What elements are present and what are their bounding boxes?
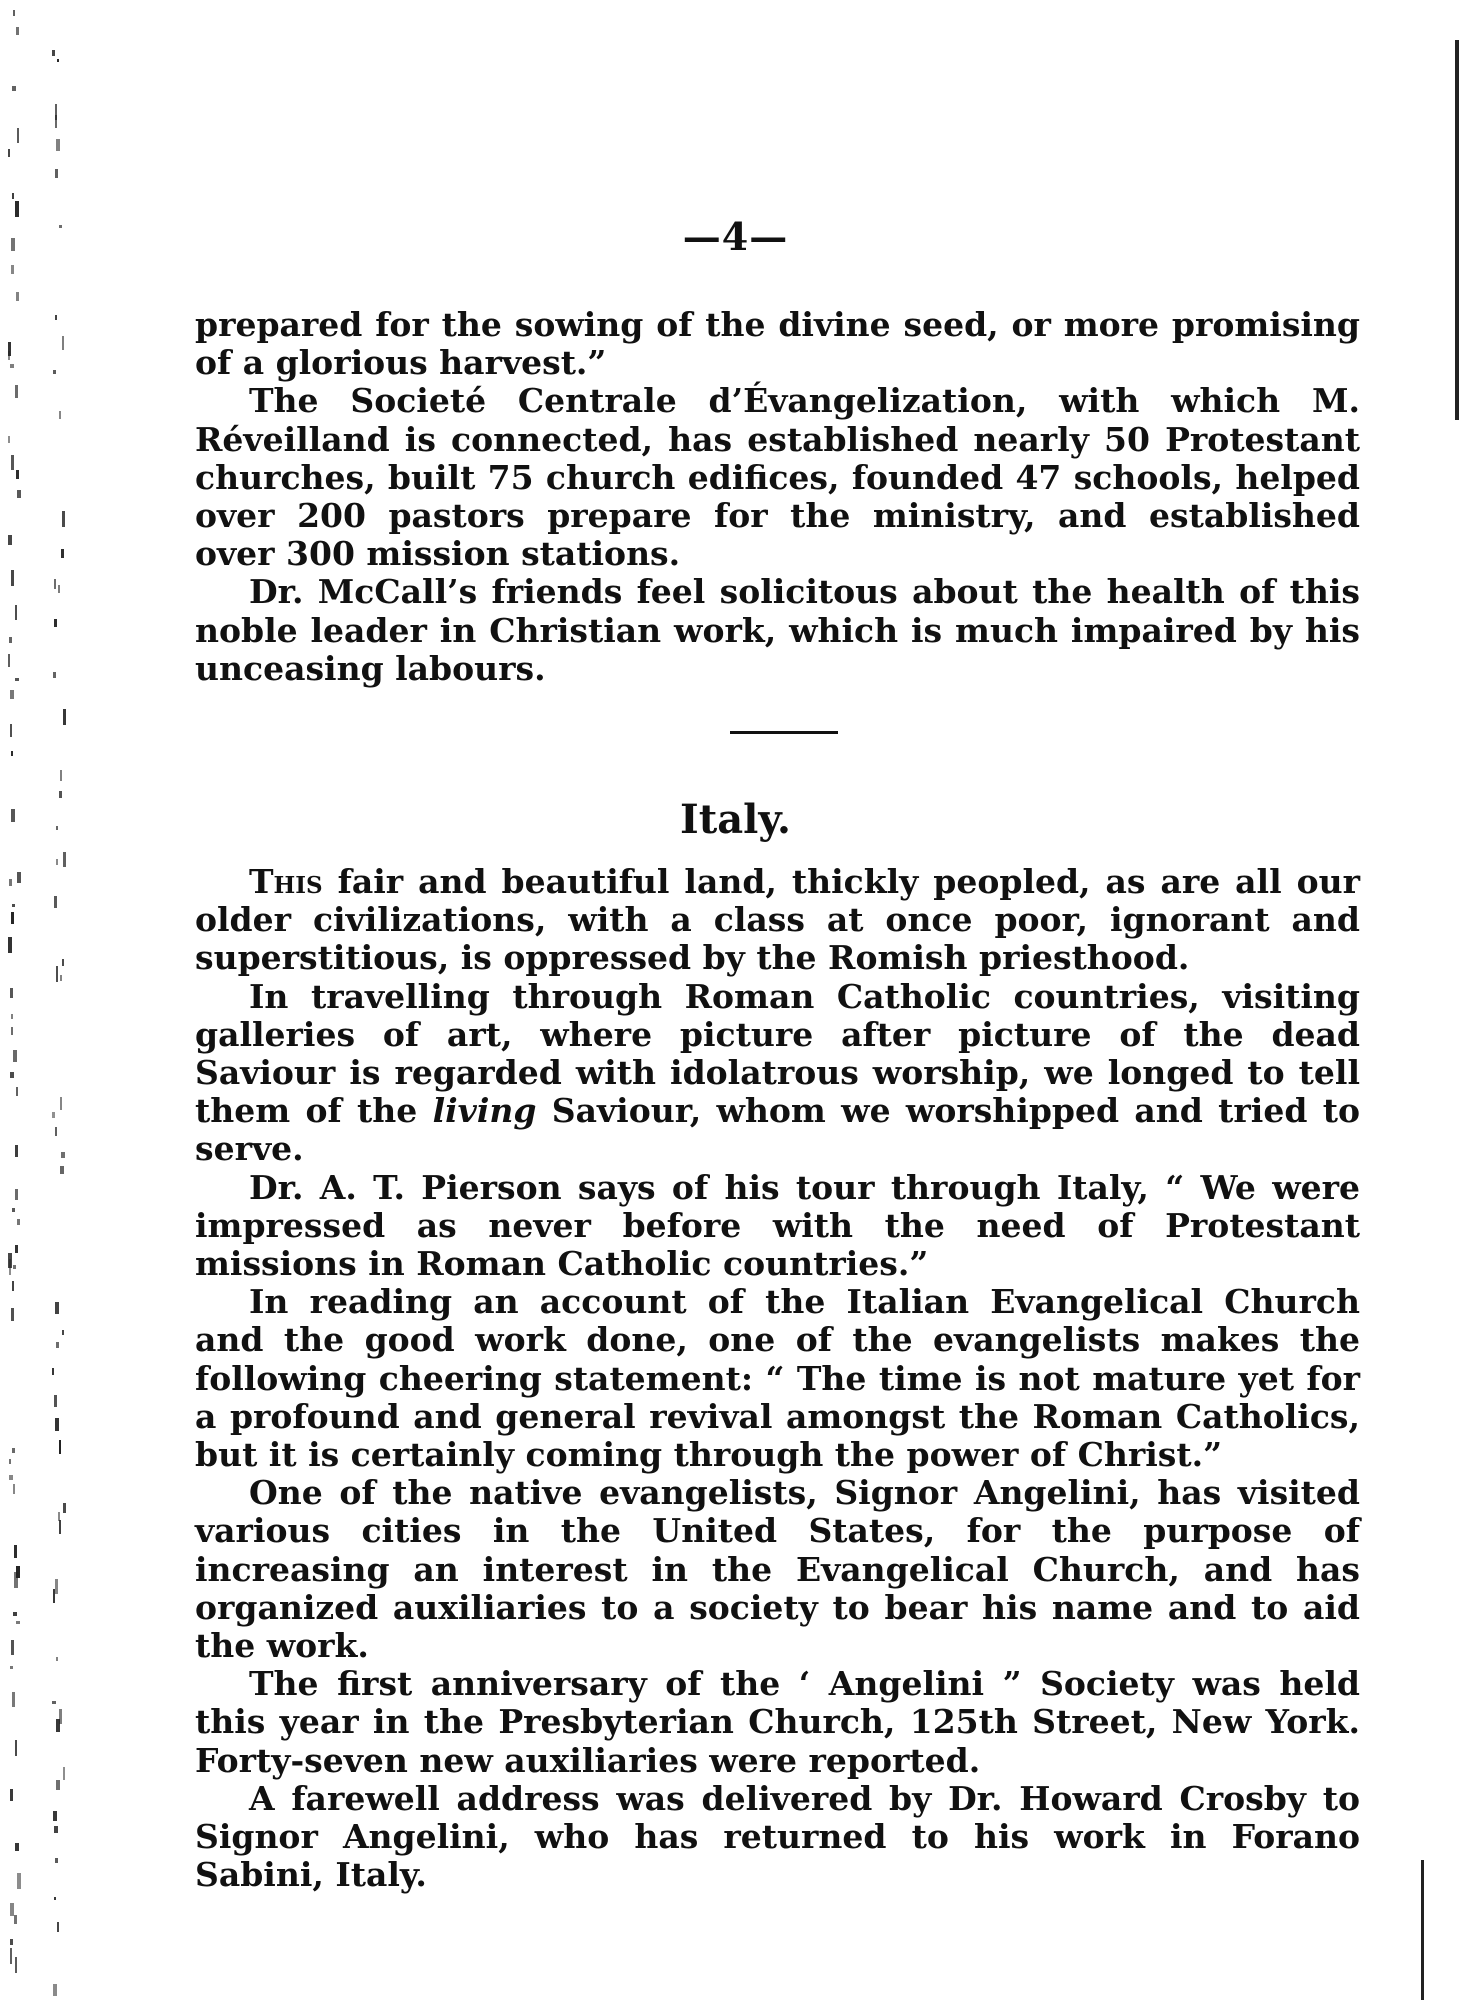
paragraph: In reading an account of the Italian Evangelical Church and the good work done, one of the evangelists makes the following cheering statement: “ The time is not mature yet for a profound and general revival amongst the Roman Catholics, but it is certainly coming through the power of Christ.” [195,1282,1360,1475]
scan-speck [13,1265,16,1269]
scan-speck [8,937,12,953]
scan-speck [53,370,56,374]
scan-speck [16,292,19,301]
scan-speck [55,1418,59,1431]
scan-speck [55,1579,58,1594]
scan-speck [63,852,66,867]
scan-speck [55,1858,58,1863]
scan-speck [13,1484,15,1494]
paragraph: Dr. McCall’s friends feel solicitous about the health of this noble leader in Christian work, which is much impaired by his unceasing labours. [195,572,1360,688]
lead-word: This [249,862,323,901]
scan-speck [57,59,59,62]
scan-speck [8,654,10,667]
emphasis-word: living [432,1091,537,1131]
scan-speck [60,1097,62,1110]
scan-speck [62,336,64,350]
scan-speck [16,1621,20,1624]
scan-speck [54,1395,57,1407]
scan-speck [54,1826,58,1833]
scan-speck [52,1701,56,1704]
paragraph: One of the native evangelists, Signor Angelini, has visited various cities in the United States, for the purpose of increasing an interest in the Evangelical Church, and has organized auxiliaries to a society to bear his name and to aid the work. [195,1473,1360,1666]
paragraph [195,863,1360,978]
scan-speck [12,1448,15,1453]
scan-speck [54,579,56,589]
scan-speck [60,770,62,781]
scan-speck [13,10,15,16]
scan-speck [15,678,19,681]
scan-speck [56,1780,60,1790]
scan-speck [15,385,18,398]
scan-speck [9,1475,13,1480]
scan-speck [56,859,58,865]
scan-speck [10,724,12,737]
scan-speck [17,1219,20,1225]
scan-speck [56,1657,58,1661]
scan-speck [12,1208,15,1212]
scan-speck [8,149,10,157]
scan-speck [61,1152,65,1158]
scan-speck [53,672,56,678]
scan-speck [14,1915,17,1924]
scan-speck [57,1922,59,1932]
scan-speck [56,139,60,151]
scan-speck [55,1127,57,1136]
scan-speck [58,585,60,593]
scan-speck [8,351,10,360]
scan-speck [11,265,14,274]
section-divider [730,731,838,734]
scan-speck [11,1014,13,1019]
scan-speck [52,1368,54,1375]
continuation-text [195,306,1360,688]
scan-speck [62,959,64,966]
scan-speck [11,570,14,586]
scan-speck [60,975,62,981]
scan-speck [16,27,19,35]
scan-speck [52,1112,55,1118]
scan-speck [11,1640,14,1655]
scan-speck [16,470,19,479]
scan-speck [11,1027,13,1035]
scan-speck [60,1166,64,1174]
scan-speck [9,879,12,886]
scan-speck [53,1589,55,1603]
scan-speck [16,1087,18,1096]
scan-speck [10,1948,12,1964]
scan-speck [12,193,14,199]
scan-speck [11,912,14,924]
scan-speck [56,966,58,982]
scan-speck [8,535,12,545]
scan-speck [15,1145,18,1157]
scan-speck [9,1259,11,1275]
italy-section-text [195,863,1360,1894]
scan-speck [55,115,57,128]
scan-speck [54,1897,56,1900]
scan-speck [15,1245,18,1253]
scan-speck [12,1692,15,1707]
scan-speck [63,709,66,725]
scan-speck [54,896,57,908]
scan-speck [13,1612,17,1616]
scan-speck [53,1984,57,1996]
paragraph [195,978,1360,1169]
scan-speck [17,128,19,143]
paragraph: prepared for the sowing of the divine seed, or more promising of a glorious harvest.” [195,305,1360,383]
scan-speck [59,1440,61,1454]
scan-speck [15,605,17,620]
scan-speck [55,1302,59,1314]
scan-speck [56,1342,59,1348]
scan-speck [12,904,15,907]
scan-speck [62,511,65,527]
scan-speck [10,988,13,998]
scan-speck [59,1520,61,1534]
paragraph-text: Saviour, whom we worshipped and tried to serve. [195,1091,1360,1169]
paragraph: The first anniversary of the ‘ Angelini ” Society was held this year in the Presbyterian Church, 125th Street, New York. Forty-seven new auxiliaries were reported. [195,1664,1360,1780]
scan-speck [55,169,58,178]
scan-speck [63,1503,66,1513]
scan-speck [15,1957,17,1973]
scan-speck [13,1050,17,1062]
scan-speck [17,1873,21,1889]
scan-speck [12,86,16,91]
scan-speck [14,1572,18,1588]
scan-speck [63,1767,65,1780]
scan-speck [11,751,13,756]
section-heading: Italy. [680,796,791,843]
scan-speck [53,1811,57,1821]
scan-speck [11,455,14,470]
scan-speck [17,490,21,498]
scan-speck [8,436,10,443]
scan-speck [17,872,21,883]
scan-speck [15,1843,19,1851]
scan-speck [59,411,61,419]
paragraph: A farewell address was delivered by Dr. Howard Crosby to Signor Angelini, who has returned to his work in Forano Sabini, Italy. [195,1778,1360,1895]
scan-speck [52,50,55,56]
page-number: —4— [682,214,789,259]
paragraph-text: fair and beautiful land, thickly peopled, as are all our older civilizations, with a class at once poor, ignorant and superstitious, is oppressed by the Romish priesthood. [195,862,1360,978]
scan-speck [9,1459,11,1464]
scan-speck [10,1939,13,1945]
scan-margin-artifacts [0,0,80,2009]
scan-speck [54,619,57,627]
scan-speck [12,1281,14,1291]
scan-speck [14,1545,17,1558]
scan-speck [10,1072,14,1078]
scan-speck [15,1189,18,1200]
paragraph-text: In travelling through Roman Catholic countries, visiting galleries of art, where picture after picture of the dead Saviour is regarded with idolatrous worship, we longed to tell them of the [195,976,1360,1131]
paragraph: Dr. A. T. Pierson says of his tour through Italy, “ We were impressed as never before with the need of Protestant missions in Roman Catholic countries.” [195,1167,1360,1284]
scan-speck [55,315,57,320]
paragraph: The Societé Centrale d’Évangelization, with which M. Réveilland is connected, has established nearly 50 Protestant churches, built 75 church edifices, founded 47 schools, helped over 200 pastors prepare for the ministry, and established over 300 mission stations. [195,381,1360,574]
scan-speck [15,1740,17,1756]
scan-speck [62,1330,64,1335]
scan-speck [10,364,14,368]
scan-speck [9,637,12,643]
scan-speck [10,1789,13,1801]
scan-speck [11,1308,14,1321]
scan-speck [10,1666,13,1669]
scan-edge-line-bottom [1421,1860,1424,2000]
scan-speck [61,549,64,558]
scan-speck [10,690,14,699]
scan-speck [56,1719,60,1732]
